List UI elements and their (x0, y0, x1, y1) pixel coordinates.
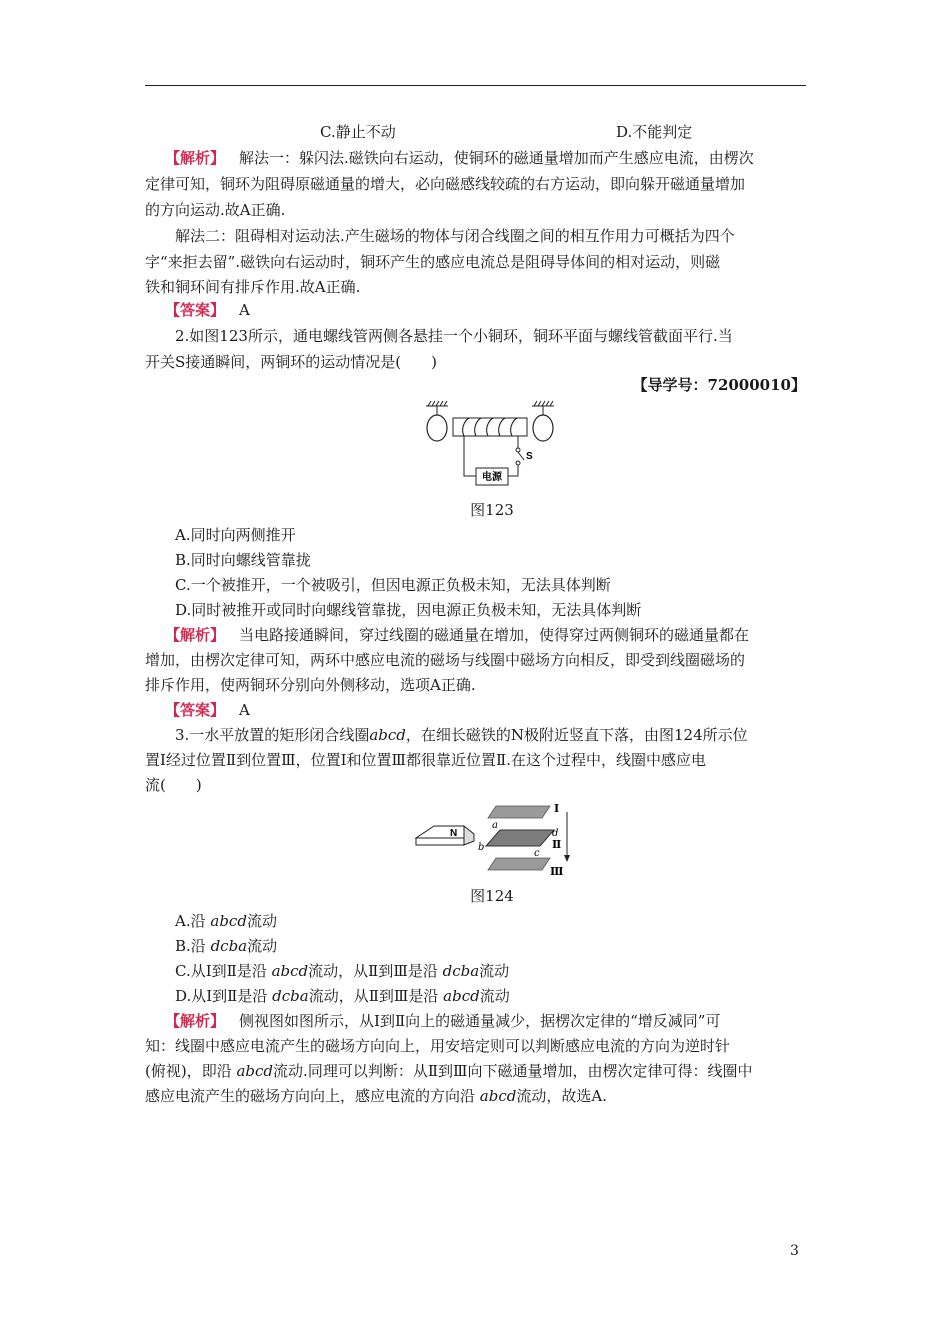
position-2-label: Ⅱ (552, 838, 562, 851)
ceiling-right (532, 401, 554, 406)
q3-option-a: A.沿 abcd流动 (175, 912, 277, 930)
q3-analysis-line-3: (俯视)，即沿 abcd流动.同理可以判断：从Ⅱ到Ⅲ向下磁通量增加，由楞次定律可得：线圈中 (145, 1062, 753, 1080)
coil-position-1 (488, 806, 550, 818)
q2-answer-tag: 【答案】 (165, 701, 226, 719)
q2-guide-number: 【导学号：72000010】 (632, 376, 806, 394)
fall-arrow-head (564, 855, 570, 862)
switch-contact-bottom (516, 461, 520, 465)
page-number: 3 (790, 1243, 799, 1259)
magnet-n-label: N (450, 828, 458, 839)
ceiling-left (426, 401, 448, 406)
q3-analysis-line-2: 知：线圈中感应电流产生的磁场方向向上，用安培定则可以判断感应电流的方向为逆时针 (145, 1037, 731, 1055)
figure-123-solenoid (420, 398, 560, 494)
corner-c-label: c (534, 848, 540, 859)
q3-option-d: D.从Ⅰ到Ⅱ是沿 dcba流动，从Ⅱ到Ⅲ是沿 abcd流动 (175, 987, 510, 1005)
figure-124-caption: 图124 (470, 887, 514, 905)
q2-option-b: B.同时向螺线管靠拢 (175, 551, 311, 569)
q2-analysis-line-2: 增加，由楞次定律可知，两环中感应电流的磁场与线圈中磁场方向相反，即受到线圈磁场的 (145, 651, 746, 669)
q3-option-c: C.从Ⅰ到Ⅱ是沿 abcd流动，从Ⅱ到Ⅲ是沿 dcba流动 (175, 962, 510, 980)
q2-answer-value: A (239, 701, 250, 719)
corner-d-label: d (552, 828, 559, 839)
q1-analysis-tag: 【解析】 (165, 149, 226, 167)
solenoid-coil (463, 418, 518, 436)
q2-analysis-line-1: 【解析】 当电路接通瞬间，穿过线圈的磁通量在增加，使得穿过两侧铜环的磁通量都在 (165, 626, 750, 644)
q1-analysis-line-5: 字“来拒去留”.磁铁向右运动时，铜环产生的感应电流总是阻碍导体间的相对运动，则磁 (145, 253, 721, 271)
q2-answer (165, 700, 806, 720)
q1-analysis-line-1: 【解析】 解法一：躲闪法.磁铁向右运动，使铜环的磁通量增加而产生感应电流，由楞次 (165, 149, 754, 167)
q2-analysis-line-3: 排斥作用，使两铜环分别向外侧移动，选项A正确. (145, 676, 476, 694)
q2-analysis-tag: 【解析】 (165, 626, 226, 644)
coil-position-2 (486, 830, 554, 846)
q1-option-d: D.不能判定 (616, 123, 693, 141)
q1-analysis-line-2: 定律可知，铜环为阻碍原磁通量的增大，必向磁感线较疏的右方运动，即向躲开磁通量增加 (145, 175, 746, 193)
magnet-end-face (464, 826, 474, 845)
q1-analysis-line-3: 的方向运动.故A正确. (145, 201, 286, 219)
magnet-front-face (416, 838, 464, 845)
switch-label: S (526, 451, 533, 462)
q1-answer-tag: 【答案】 (165, 301, 226, 319)
coil-position-3 (488, 858, 550, 870)
q3-analysis-line-4: 感应电流产生的磁场方向向上，感应电流的方向沿 abcd流动，故选A. (145, 1087, 607, 1105)
q3-stem-line-3: 流( ) (145, 776, 202, 794)
position-3-label: Ⅲ (550, 865, 564, 878)
q1-analysis-line-6: 铁和铜环间有排斥作用.故A正确. (145, 278, 361, 296)
q3-analysis-tag: 【解析】 (165, 1012, 226, 1030)
q2-stem-line-2: 开关S接通瞬间，两铜环的运动情况是( ) (145, 353, 437, 371)
q2-option-c: C.一个被推开，一个被吸引，但因电源正负极未知，无法具体判断 (175, 576, 611, 594)
figure-123-caption: 图123 (470, 501, 514, 519)
q1-option-c: C.静止不动 (320, 123, 396, 141)
q2-option-d: D.同时被推开或同时向螺线管靠拢，因电源正负极未知，无法具体判断 (175, 601, 642, 619)
corner-a-label: a (492, 820, 498, 831)
q1-answer (165, 300, 806, 320)
copper-ring-right (533, 415, 553, 441)
q1-answer-value: A (239, 301, 250, 319)
q3-stem-line-1: 3.一水平放置的矩形闭合线圈abcd，在细长磁铁的N极附近竖直下落，由图124所示位 (175, 726, 748, 744)
q3-option-b: B.沿 dcba流动 (175, 937, 278, 955)
corner-b-label: b (478, 842, 485, 853)
switch-contact-top (516, 448, 520, 452)
switch-blade (518, 452, 524, 460)
q3-analysis-line-1: 【解析】 侧视图如图所示，从Ⅰ到Ⅱ向上的磁通量减少，据楞次定律的“增反减同”可 (165, 1012, 721, 1030)
power-source-label: 电源 (482, 472, 502, 483)
position-1-label: Ⅰ (554, 802, 560, 815)
q2-stem-line-1: 2.如图123所示，通电螺线管两侧各悬挂一个小铜环，铜环平面与螺线管截面平行.当 (175, 327, 733, 345)
header-rule (145, 85, 806, 86)
q2-option-a: A.同时向两侧推开 (175, 526, 296, 544)
figure-124-magnet-coil (414, 800, 584, 878)
copper-ring-left (427, 415, 447, 441)
q3-stem-line-2: 置Ⅰ经过位置Ⅱ到位置Ⅲ，位置Ⅰ和位置Ⅲ都很靠近位置Ⅱ.在这个过程中，线圈中感应电 (145, 751, 706, 769)
q1-analysis-line-4: 解法二：阻碍相对运动法.产生磁场的物体与闭合线圈之间的相互作用力可概括为四个 (175, 227, 735, 245)
